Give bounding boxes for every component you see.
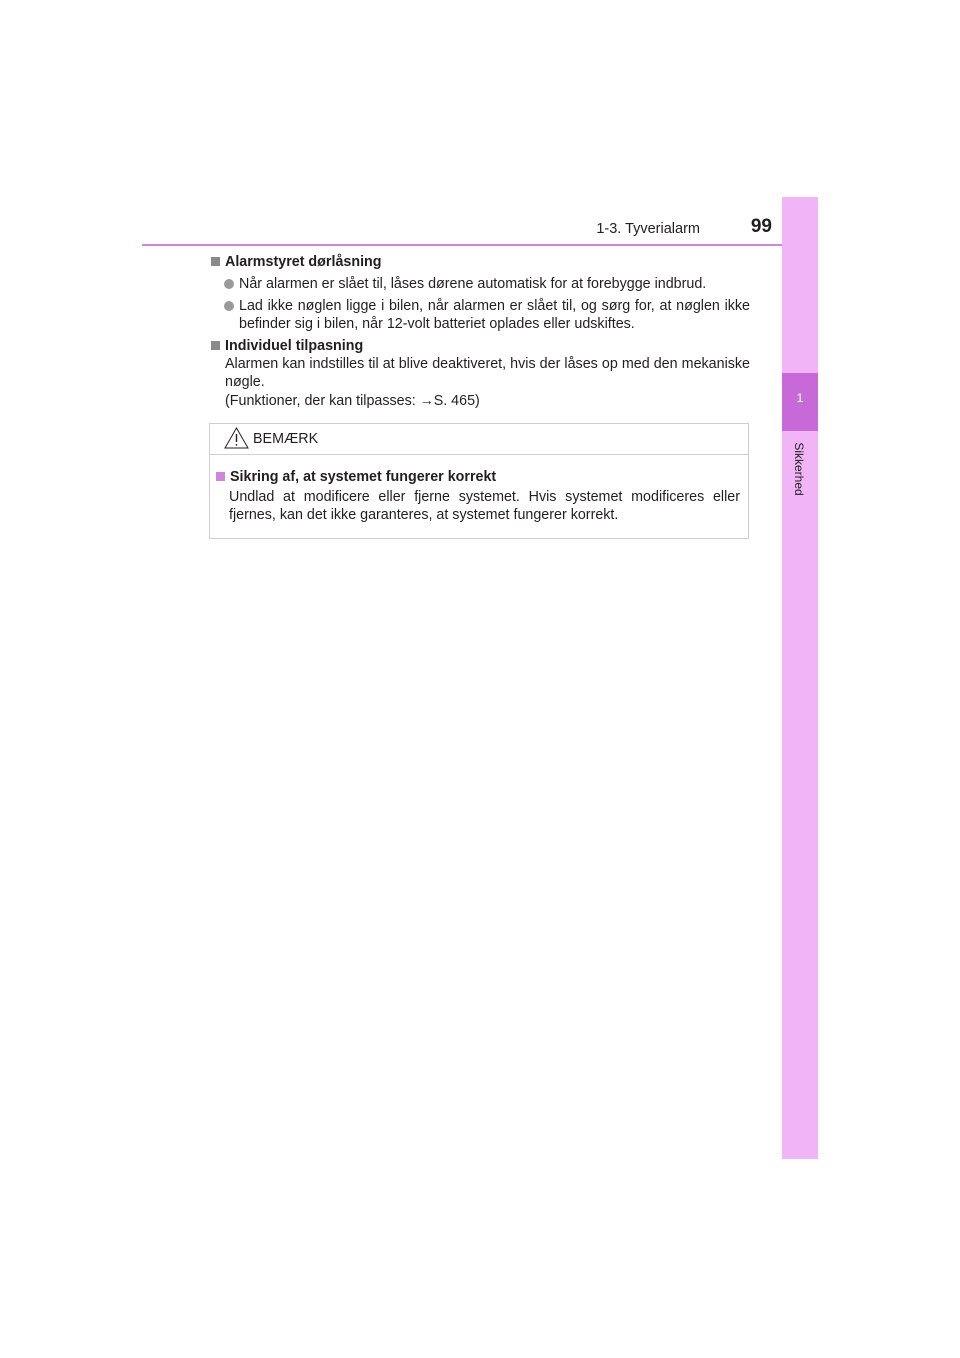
cross-reference-prefix: (Funktioner, der kan tilpasses: — [225, 393, 420, 409]
arrow-right-icon: → — [419, 392, 434, 408]
list-item — [210, 275, 750, 293]
notice-header — [210, 424, 748, 455]
paragraph — [210, 355, 750, 391]
notice-body — [210, 455, 748, 524]
paragraph-text: Alarmen kan indstilles til at blive deaktiveret, hvis der låses op med den mekaniske nøgle. — [225, 356, 750, 390]
section-heading — [210, 253, 750, 271]
header-rule — [142, 244, 818, 246]
main-content — [210, 253, 750, 410]
section-heading — [210, 337, 750, 355]
notice-box — [209, 423, 749, 539]
list-item — [210, 297, 750, 333]
square-bullet-icon — [211, 341, 220, 350]
section-heading-text: Individuel tilpasning — [225, 338, 364, 354]
round-bullet-icon — [224, 279, 234, 289]
cross-reference — [210, 391, 750, 410]
notice-paragraph — [215, 488, 740, 524]
notice-title: BEMÆRK — [253, 431, 319, 447]
warning-icon — [224, 427, 249, 449]
notice-text: Undlad at modificere eller fjerne systemet. Hvis systemet modificeres eller fjernes, kan det ikke garanteres, at systemet fungerer korrekt. — [229, 489, 740, 523]
round-bullet-icon — [224, 301, 234, 311]
chapter-side-tab — [782, 197, 818, 1159]
list-item-text: Lad ikke nøglen ligge i bilen, når alarmen er slået til, og sørg for, at nøglen ikke befinder sig i bilen, når 12-volt batteriet oplades eller udskiftes. — [239, 298, 750, 332]
chapter-number: 1 — [796, 391, 804, 405]
notice-heading — [215, 468, 740, 486]
chapter-label: Sikkerhed — [792, 442, 806, 496]
page-number: 99 — [750, 216, 772, 237]
square-bullet-icon — [216, 472, 225, 481]
square-bullet-icon — [211, 257, 220, 266]
section-title: 1-3. Tyverialarm — [596, 221, 700, 237]
section-heading-text: Alarmstyret dørlåsning — [225, 254, 382, 270]
notice-heading-text: Sikring af, at systemet fungerer korrekt — [230, 469, 497, 485]
cross-reference-link[interactable]: S. 465) — [433, 393, 480, 409]
list-item-text: Når alarmen er slået til, låses dørene automatisk for at forebygge indbrud. — [239, 276, 707, 292]
